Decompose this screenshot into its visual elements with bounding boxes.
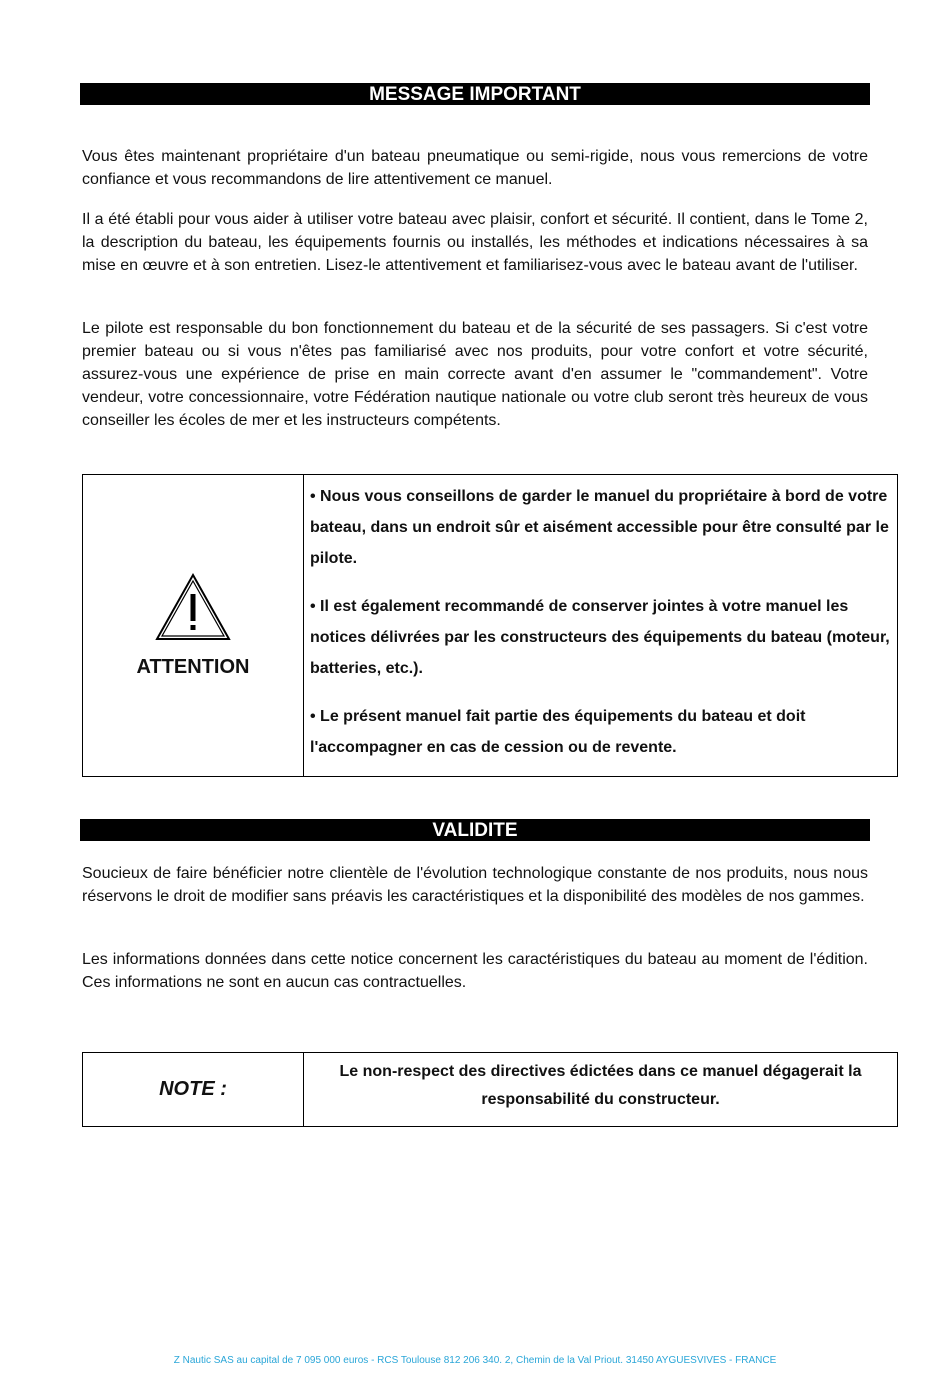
note-content — [304, 1053, 897, 1126]
page-footer: Z Nautic SAS au capital de 7 095 000 euros - RCS Toulouse 812 206 340. 2, Chemin de la Val Priout. 31450 AYGUESVIVES - FRANCE — [173, 1355, 777, 1366]
attention-content — [304, 475, 897, 776]
validite-paragraph-1: Soucieux de faire bénéficier notre clientèle de l'évolution technologique constante de nos produits, nous nous réservons le droit de modifier sans préavis les caractéristiques et la disponibilité des modèles de nos gammes. — [82, 865, 868, 905]
attention-box — [82, 474, 898, 777]
validite-heading: VALIDITE — [80, 819, 870, 841]
attention-item: • Nous vous conseillons de garder le manuel du propriétaire à bord de votre bateau, dans un endroit sûr et aisément accessible pour être consulté par le pilote. — [310, 488, 889, 567]
attention-label-cell — [83, 475, 304, 776]
note-text: Le non-respect des directives édictées dans ce manuel dégagerait la responsabilité du constructeur. — [339, 1063, 862, 1108]
validite-paragraph-2: Les informations données dans cette notice concernent les caractéristiques du bateau au moment de l'édition. Ces informations ne sont en aucun cas contractuelles. — [82, 951, 868, 991]
intro-paragraph-1: Vous êtes maintenant propriétaire d'un bateau pneumatique ou semi-rigide, nous vous remercions de votre confiance et vous recommandons de lire attentivement ce manuel. — [82, 148, 868, 188]
note-label-cell — [83, 1053, 304, 1126]
note-box — [82, 1052, 898, 1127]
note-label: NOTE : — [159, 1078, 227, 1100]
attention-item: • Il est également recommandé de conserver jointes à votre manuel les notices délivrées par les constructeurs des équipements du bateau (moteur, batteries, etc.). — [310, 598, 890, 677]
attention-label: ATTENTION — [136, 656, 250, 678]
warning-triangle-icon — [154, 572, 232, 642]
attention-item: • Le présent manuel fait partie des équipements du bateau et doit l'accompagner en cas de cession ou de revente. — [310, 708, 806, 756]
intro-paragraph-2: Il a été établi pour vous aider à utiliser votre bateau avec plaisir, confort et sécurité. Il contient, dans le Tome 2, la description du bateau, les équipements fournis ou installés, les méthodes et indications nécessaires à sa mise en œuvre et à son entretien. Lisez-le attentivement et familiarisez-vous avec le bateau avant de l'utiliser. — [82, 211, 868, 274]
intro-paragraph-3: Le pilote est responsable du bon fonctionnement du bateau et de la sécurité de ses passagers. Si c'est votre premier bateau ou si vous n'êtes pas familiarisé avec nos produits, pour votre confort et votre sécurité, assurez-vous une expérience de prise en main correcte avant d'en assumer le "commandement". Votre vendeur, votre concessionnaire, votre Fédération nautique nationale ou votre club seront très heureux de vous conseiller les écoles de mer et les instructeurs compétents. — [82, 320, 868, 429]
message-important-heading: MESSAGE IMPORTANT — [80, 83, 870, 105]
